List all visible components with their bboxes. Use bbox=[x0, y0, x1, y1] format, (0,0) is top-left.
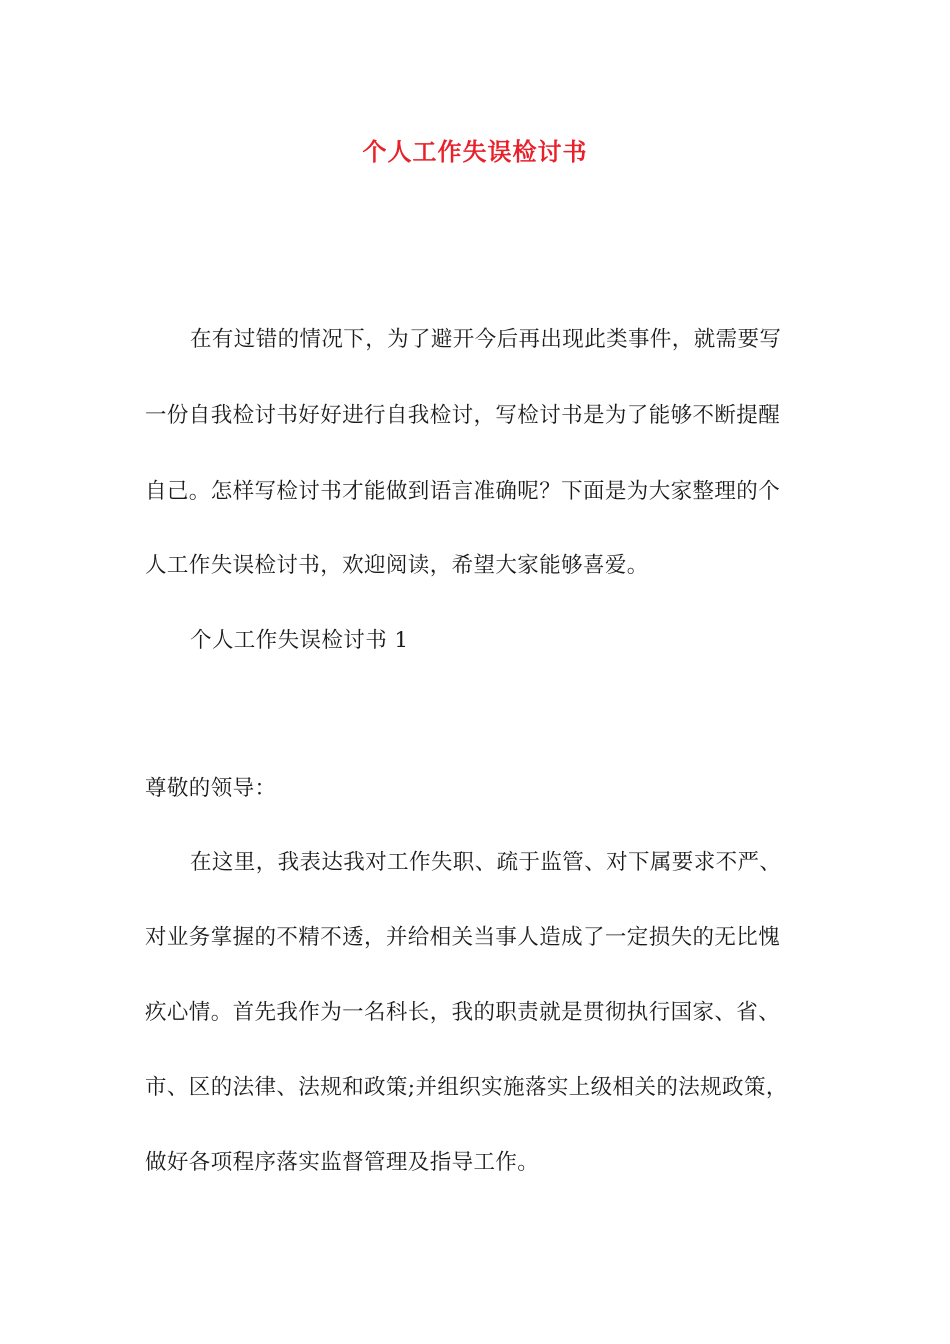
document-title: 个人工作失误检讨书 bbox=[362, 137, 588, 166]
intro-line-3: 自己。怎样写检讨书才能做到语言准确呢？下面是为大家整理的个 bbox=[145, 479, 781, 504]
body-line-2: 对业务掌握的不精不透，并给相关当事人造成了一定损失的无比愧 bbox=[145, 925, 781, 950]
body-line-4: 市、区的法律、法规和政策;并组织实施落实上级相关的法规政策， bbox=[145, 1075, 788, 1100]
salutation: 尊敬的领导： bbox=[145, 776, 277, 801]
body-line-5: 做好各项程序落实监督管理及指导工作。 bbox=[145, 1150, 540, 1175]
body-line-3: 疚心情。首先我作为一名科长，我的职责就是贯彻执行国家、省、 bbox=[145, 1000, 781, 1025]
intro-line-1: 在有过错的情况下，为了避开今后再出现此类事件，就需要写 bbox=[190, 327, 782, 352]
section-heading: 个人工作失误检讨书 1 bbox=[190, 628, 409, 653]
intro-line-4: 人工作失误检讨书，欢迎阅读，希望大家能够喜爱。 bbox=[145, 553, 649, 578]
intro-line-2: 一份自我检讨书好好进行自我检讨，写检讨书是为了能够不断提醒 bbox=[145, 403, 781, 428]
body-line-1: 在这里，我表达我对工作失职、疏于监管、对下属要求不严、 bbox=[190, 850, 782, 875]
